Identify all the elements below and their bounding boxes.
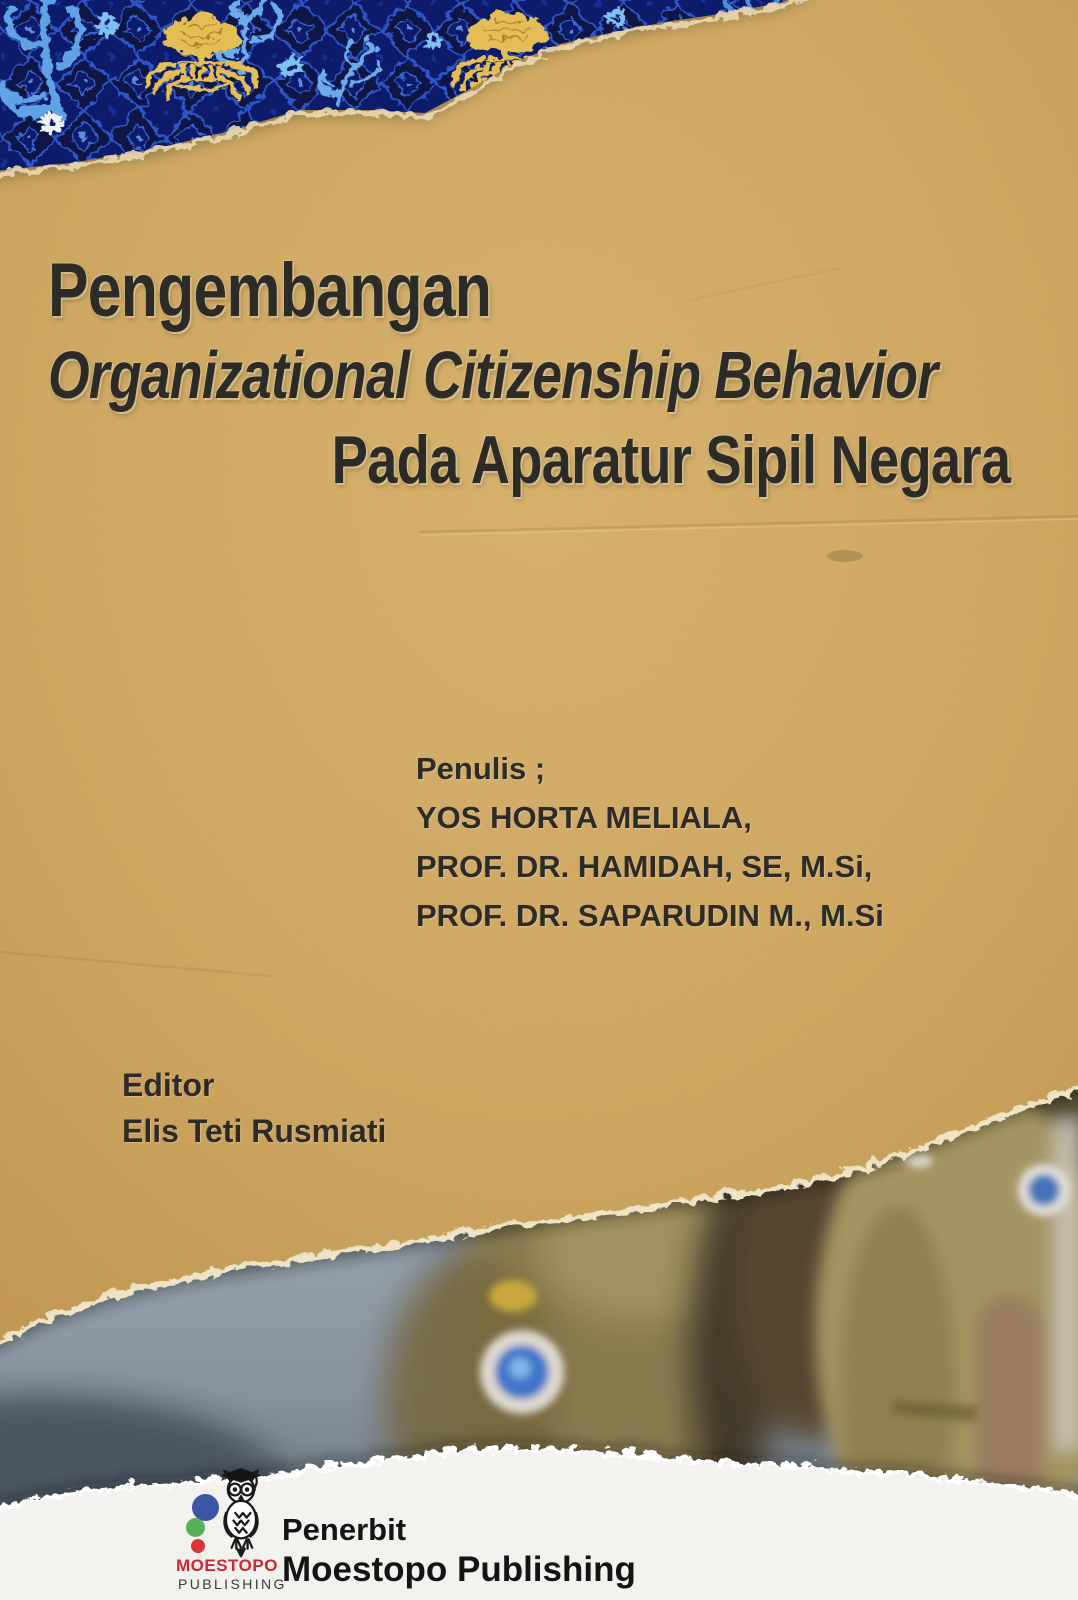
author-name: YOS HORTA MELIALA,	[416, 800, 752, 835]
authors-block	[416, 744, 884, 940]
owl-graduate-icon	[212, 1466, 270, 1560]
logo-wordmark: MOESTOPO	[176, 1556, 278, 1575]
title-line-3: Pada Aparatur Sipil Negara	[331, 422, 1010, 498]
title-line-2: Organizational Citizenship Behavior	[48, 338, 938, 413]
publisher-name: Moestopo Publishing	[282, 1550, 636, 1589]
authors-label: Penulis ;	[416, 751, 546, 786]
author-name: PROF. DR. SAPARUDIN M., M.Si	[416, 898, 884, 933]
editor-block	[122, 1062, 386, 1154]
publisher-prefix: Penerbit	[282, 1512, 407, 1547]
editor-label: Editor	[122, 1067, 215, 1103]
author-name: PROF. DR. HAMIDAH, SE, M.Si,	[416, 849, 873, 884]
title-line-1: Pengembangan	[48, 248, 492, 333]
editor-name: Elis Teti Rusmiati	[122, 1113, 387, 1149]
logo-dot-red	[191, 1539, 205, 1553]
publisher-logo	[176, 1464, 296, 1596]
logo-dot-green	[186, 1518, 205, 1537]
book-title	[48, 248, 1010, 503]
logo-subtext: PUBLISHING	[178, 1576, 287, 1592]
